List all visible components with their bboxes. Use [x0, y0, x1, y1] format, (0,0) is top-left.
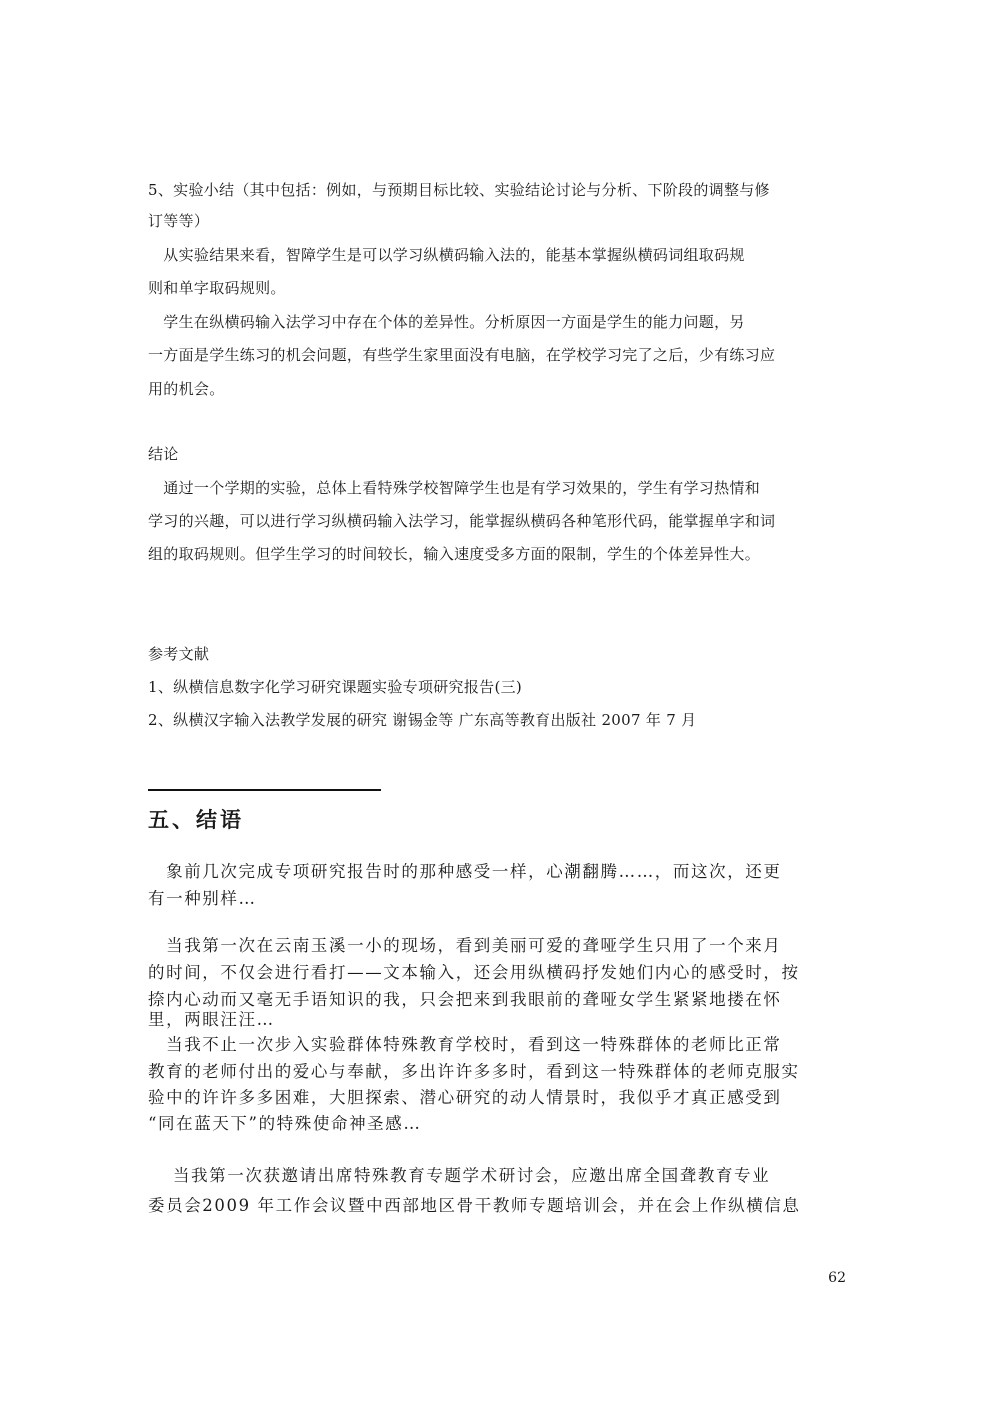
epilogue-paragraph: 当我第一次在云南玉溪一小的现场，看到美丽可爱的聋哑学生只用了一个来月 — [148, 936, 782, 955]
summary-heading: 5、实验小结（其中包括：例如，与预期目标比较、实验结论讨论与分析、下阶段的调整与修 — [148, 181, 770, 199]
summary-heading-cont: 订等等） — [148, 212, 210, 230]
conclusion-title: 结论 — [148, 445, 179, 463]
page-number: 62 — [828, 1270, 846, 1286]
epilogue-paragraph: 当我不止一次步入实验群体特殊教育学校时，看到这一特殊群体的老师比正常 — [148, 1035, 782, 1054]
epilogue-paragraph: 的时间，不仅会进行看打——文本输入，还会用纵横码抒发她们内心的感受时，按 — [148, 963, 800, 982]
epilogue-paragraph: 委员会2009 年工作会议暨中西部地区骨干教师专题培训会，并在会上作纵横信息 — [148, 1196, 801, 1215]
epilogue-paragraph: 教育的老师付出的爱心与奉献，多出许许多多时，看到这一特殊群体的老师克服实 — [148, 1062, 800, 1081]
epilogue-title: 五、结语 — [148, 807, 244, 832]
summary-paragraph: 一方面是学生练习的机会问题，有些学生家里面没有电脑，在学校学习完了之后，少有练习应 — [148, 346, 776, 364]
summary-paragraph: 则和单字取码规则。 — [148, 279, 286, 297]
epilogue-paragraph: 捺内心动而又毫无手语知识的我，只会把来到我眼前的聋哑女学生紧紧地搂在怀 — [148, 990, 782, 1009]
epilogue-paragraph: 当我第一次获邀请出席特殊教育专题学术研讨会，应邀出席全国聋教育专业 — [148, 1166, 771, 1185]
reference-item: 1、纵横信息数字化学习研究课题实验专项研究报告(三) — [148, 678, 523, 696]
references-title: 参考文献 — [148, 645, 210, 663]
reference-item: 2、纵横汉字输入法教学发展的研究 谢锡金等 广东高等教育出版社 2007 年 7 月 — [148, 711, 697, 729]
conclusion-paragraph: 组的取码规则。但学生学习的时间较长，输入速度受多方面的限制，学生的个体差异性大。 — [148, 545, 761, 563]
summary-paragraph: 从实验结果来看，智障学生是可以学习纵横码输入法的，能基本掌握纵横码词组取码规 — [148, 246, 745, 264]
epilogue-paragraph: “同在蓝天下”的特殊使命神圣感… — [148, 1114, 422, 1133]
epilogue-paragraph: 有一种别样… — [148, 889, 257, 908]
epilogue-paragraph: 里，两眼汪汪… — [148, 1010, 275, 1029]
section-divider — [148, 789, 381, 791]
conclusion-paragraph: 通过一个学期的实验，总体上看特殊学校智障学生也是有学习效果的，学生有学习热情和 — [148, 479, 761, 497]
summary-paragraph: 学生在纵横码输入法学习中存在个体的差异性。分析原因一方面是学生的能力问题，另 — [148, 313, 745, 331]
epilogue-paragraph: 验中的许许多多困难，大胆探索、潜心研究的动人情景时，我似乎才真正感受到 — [148, 1088, 782, 1107]
epilogue-paragraph: 象前几次完成专项研究报告时的那种感受一样，心潮翻腾……，而这次，还更 — [148, 862, 782, 881]
summary-paragraph: 用的机会。 — [148, 380, 225, 398]
conclusion-paragraph: 学习的兴趣，可以进行学习纵横码输入法学习，能掌握纵横码各种笔形代码，能掌握单字和词 — [148, 512, 776, 530]
